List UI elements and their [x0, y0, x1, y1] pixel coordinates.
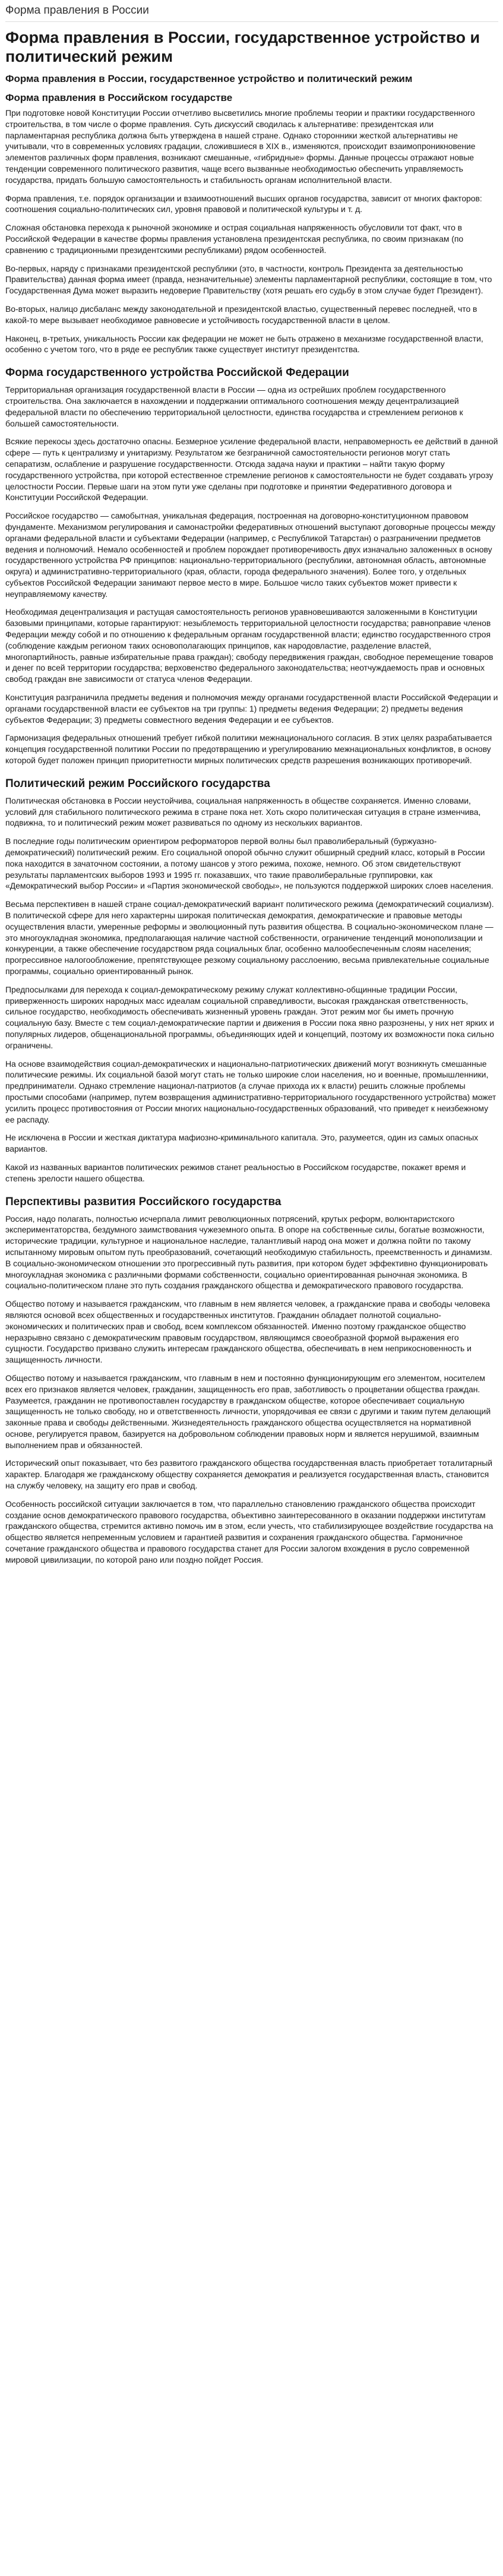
tab-title: Форма правления в России: [5, 4, 149, 17]
paragraph: Необходимая децентрализация и растущая самостоятельность регионов уравновешиваются заложенными в Конституции базовыми принципами, которые гарантируют: незыблемость территориальной целостности государства; равноправие членов Федерации между собой и по отношению к федеральным органам государственной власти; единство государственного строя (соблюдение каждым регионом таких основополагающих принципов, как народовластие, разделение властей, многопартийность, равные избирательные права граждан); свободу передвижения граждан, свободное перемещение товаров и денег по всей территории государства; верховенство федерального законодательства; неотчуждаемость прав и основных свобод граждан вне зависимости от статуса членов Федерации.: [5, 607, 493, 684]
paragraph: Какой из названных вариантов политических режимов станет реальностью в Российском государстве, покажет время и степень зрелости нашего общества.: [5, 1162, 466, 1183]
divider: [5, 21, 498, 22]
paragraph: Форма правления, т.е. порядок организации и взаимоотношений высших органов государства, зависит от многих факторов: соотношения социально-политических сил, уровня правовой и политической культуры и т. д.: [5, 193, 482, 214]
paragraph: Во-первых, наряду с признаками президентской республики (это, в частности, контроль Президента за деятельностью Правительства) данная форма имеет (правда, незначительные) элементы парламентарной республики, состоящие в том, что Государственная Дума может выразить недоверие Правительству (хотя решать его судьбу в этом случае будет Президент).: [5, 263, 492, 296]
paragraph: Во-вторых, налицо дисбаланс между законодательной и президентской властью, существенный перевес последней, что в какой-то мере вызывает необходимое равновесие и устойчивость государственной власти в целом.: [5, 304, 477, 325]
section-heading: Форма правления в Российском государстве: [5, 92, 233, 103]
paragraph: В последние годы политическим ориентиром реформаторов первой волны был праволиберальный (буржуазно-демократический) политический режим. Его социальной опорой обычно служит обширный средний класс, который в России пока находится в зачаточном состоянии, а потому шансов у этого режима, похоже, немного. Об этом свидетельствуют результаты парламентских выборов 1993 и 1995 гг. показавших, что такие праволиберальные группировки, как «Демократический выбор России» и «Партия экономической свободы», не пользуются поддержкой широких слоев населения.: [5, 836, 493, 891]
article-subtitle: Форма правления в России, государственное устройство и политический режим: [5, 73, 413, 84]
paragraph: На основе взаимодействия социал-демократических и национально-патриотических движений могут возникнуть смешанные политические режимы. Их социальной базой могут стать не только широкие слои населения, но и военные, промышленники, предприниматели. Однако стремление национал-патриотов (а случае прихода их к власти) решить сложные проблемы простыми способами (например, путем возвращения административно-территориального государственного устройства) может усилить процесс противостояния от России многих национально-государственных образований, что приведет к неизбежному ее распаду.: [5, 1058, 496, 1124]
paragraph: При подготовке новой Конституции России отчетливо высветились многие проблемы теории и практики государственного строительства, в том числе о форме правления. Суть дискуссий сводилась к альтернативе: президентская или парламентарная республика должна быть утверждена в нашей стране. Однако сторонники жесткой альтернативы не учитывали, что в современных условиях градации, сложившиеся в XIX в., изменяются, происходит взаимопроникновение элементов различных форм правления, возникают смешанные, «гибридные» формы. Данные процессы отражают новые тенденции современного политического развития, чаще всего вызванные необходимостью обеспечить управляемость государства, придать большую самостоятельность и стабильность органам исполнительной власти.: [5, 108, 476, 185]
section-heading: Форма государственного устройства Российской Федерации: [5, 366, 349, 380]
paragraph: Политическая обстановка в России неустойчива, социальная напряженность в обществе сохраняется. Именно словами, условий для стабильного политического режима в стране пока нет. Хоть скоро политическая ситуация в стране изменчива, подвижна, то и политический режим может развиваться по одному из нескольких вариантов.: [5, 795, 481, 828]
article-body: [5, 92, 498, 1566]
paragraph: Территориальная организация государственной власти в России — одна из острейших проблем государственного строительства. Она заключается в нахождении и поддержании оптимального соотношения между децентрализацией федеральной власти по обеспечению территориальной целостности, единства государства и стремлением регионов к большей самостоятельности.: [5, 385, 463, 428]
paragraph: Общество потому и называется гражданским, что главным в нем является человек, а гражданские права и свободы человека являются основой всех общественных и государственных институтов. Гражданин обладает полнотой социально-экономических и политических прав и свобод, всем комплексом обязанностей. Именно поэтому гражданское общество неразрывно связано с демократическим правовым государством, являющимся своеобразной формой выражения его сущности. Государство призвано служить интересам гражданского общества, обеспечивать в нем неприкосновенность и защищенность личности.: [5, 1299, 490, 1365]
section-heading: Политический режим Российского государства: [5, 777, 270, 790]
paragraph: Российское государство — самобытная, уникальная федерация, построенная на договорно-конституционном правовом фундаменте. Механизмом регулирования и самонастройки федеративных отношений выступают договорные процессы между органами федеральной власти и субъектами Федерации (например, с Республикой Татарстан) о разграничении предметов ведения и полномочий. Немало особенностей и проблем порождает противоречивость двух изначально заложенных в основу государственного устройства РФ принципов: национально-территориального (республики, автономная область, автономные округа) и административно-территориального (края, области, города федерального значения). Более того, у отдельных субъектов Российской Федерации занимают первое место в мире. Большое число таких субъектов может привести к неуправляемому качеству.: [5, 511, 495, 599]
paragraph: Предпосылками для перехода к социал-демократическому режиму служат коллективно-общинные традиции России, приверженность широких народных масс идеалам социальной справедливости, высокая гражданская ответственность, сильное государство, необходимость обеспечивать жизненный уровень граждан. Этот режим мог бы иметь прочную социальную базу. Вместе с тем социал-демократические партии и движения в России пока явно разрознены, у них нет ярких и популярных лидеров, общенациональной программы, объединяющих идей и концепций, поэтому их возможности пока сильно ограничены.: [5, 984, 495, 1050]
paragraph: Всякие перекосы здесь достаточно опасны. Безмерное усиление федеральной власти, неправомерность ее действий в данной сфере — путь к централизму и унитаризму. Результатом же безграничной самостоятельности регионов могут стать сепаратизм, ослабление и разрушение государственности. Отсюда задача науки и практики – найти такую форму государственного устройства, при которой естественное стремление регионов к самостоятельности не будет создавать угрозу целостности России. Первые шаги на этом пути уже сделаны при подготовке и принятии Федеративного договора и Конституции Российской Федерации.: [5, 437, 498, 502]
paragraph: Сложная обстановка перехода к рыночной экономике и острая социальная напряженность обусловили тот факт, что в Российской Федерации в качестве формы правления установлена президентская республика, по своим признакам (по сравнению с традиционными президентскими республиками) рядом особенностей.: [5, 223, 464, 255]
paragraph: Конституция разграничила предметы ведения и полномочия между органами государственной власти Российской Федерации и органами государственной власти ее субъектов на три группы: 1) предметы ведения Федерации; 2) предметы ведения субъектов Федерации; 3) предметы совместного ведения Федерации и ее субъектов.: [5, 693, 498, 725]
section-heading: Перспективы развития Российского государства: [5, 1195, 281, 1208]
paragraph: Не исключена в России и жесткая диктатура мафиозно-криминального капитала. Это, разумеется, один из самых опасных вариантов.: [5, 1133, 479, 1154]
paragraph: Исторический опыт показывает, что без развитого гражданского общества государственная власть приобретает тоталитарный характер. Благодаря же гражданскому обществу сохраняется демократия и реализуется государственная власть, становится на службу человеку, на защиту его прав и свобод.: [5, 1458, 493, 1491]
paragraph: Гармонизация федеральных отношений требует гибкой политики межнационального согласия. В этих целях разрабатывается концепция государственной политики России по предотвращению и урегулированию межнациональных конфликтов, в основу которой будет положен принцип приоритетности мирных политических средств разрешения возникающих противоречий.: [5, 733, 492, 766]
page-title: Форма правления в России, государственное устройство и политический режим: [5, 29, 480, 65]
paragraph: Россия, надо полагать, полностью исчерпала лимит революционных потрясений, крутых реформ, волюнтаристского экспериментаторства, бездумного заимствования чужеземного опыта. В опоре на собственные силы, богатые возможности, исторические традиции, культурное и национальное наследие, талантливый народ она может и должна пойти по такому испытанному мировым опытом путь преобразований, сочетающий необходимую стабильность, преемственность и динамизм. В социально-экономическом отношении это прогрессивный путь развития, при котором будет эффективно функционировать многоукладная экономика с различными формами собственности, социально ориентированная рыночная экономика. В социально-политическом плане это путь создания гражданского общества и демократического правового государства.: [5, 1213, 492, 1291]
paragraph: Особенность российской ситуации заключается в том, что параллельно становлению гражданского общества происходит создание основ демократического правового государства, объективно заинтересованного в оказании поддержки институтам гражданского общества, стремится активно помочь им в этом, если учесть, что стабилизирующее воздействие государства на общество является непременным условием и гарантией развития и сохранения гражданского общества. Гармоничное сочетание гражданского общества и правового государства станет для России залогом вхождения в русло современной мировой цивилизации, по которой рано или поздно пойдет Россия.: [5, 1499, 493, 1564]
paragraph: Наконец, в-третьих, уникальность России как федерации не может не быть отражено в механизме государственной власти, особенно с учетом того, что в ряде ее республик также существует институт президентства.: [5, 333, 483, 355]
paragraph: Общество потому и называется гражданским, что главным в нем и постоянно функционирующим его элементом, носителем всех его признаков является человек, гражданин, защищенность его прав, заботливость о процветании общества граждан. Разумеется, гражданин не противопоставлен государству в гражданском обществе, которое обеспечивает социальную защищенность не только свободу, но и ответственность личности, упорядочивая ее связи с другими и таким путем делающий законные права и свободы действенными. Жизнедеятельность гражданского общества осуществляется на нормативной основе, регулируется правом, базируется на добровольном соблюдении правовых норм и является нерушимой, взаимным выполнением прав и обязанностей.: [5, 1373, 491, 1450]
paragraph: Весьма перспективен в нашей стране социал-демократический вариант политического режима (демократический социализм). В политической сфере для него характерны широкая политическая демократия, демократические и правовые методы осуществления власти, умеренные реформы и эволюционный путь развития общества. В социально-экономическом плане — это многоукладная экономика, предполагающая наличие частной собственности, ограничение тенденций монополизации и конкуренции, а также обеспечение государством ряда социальных благ, особенно малообеспеченным слоям населения; прогрессивное налогообложение, препятствующее резкому социальному расслоению, весьма привлекательные социальные программы, социально ориентированный рынок.: [5, 899, 494, 976]
